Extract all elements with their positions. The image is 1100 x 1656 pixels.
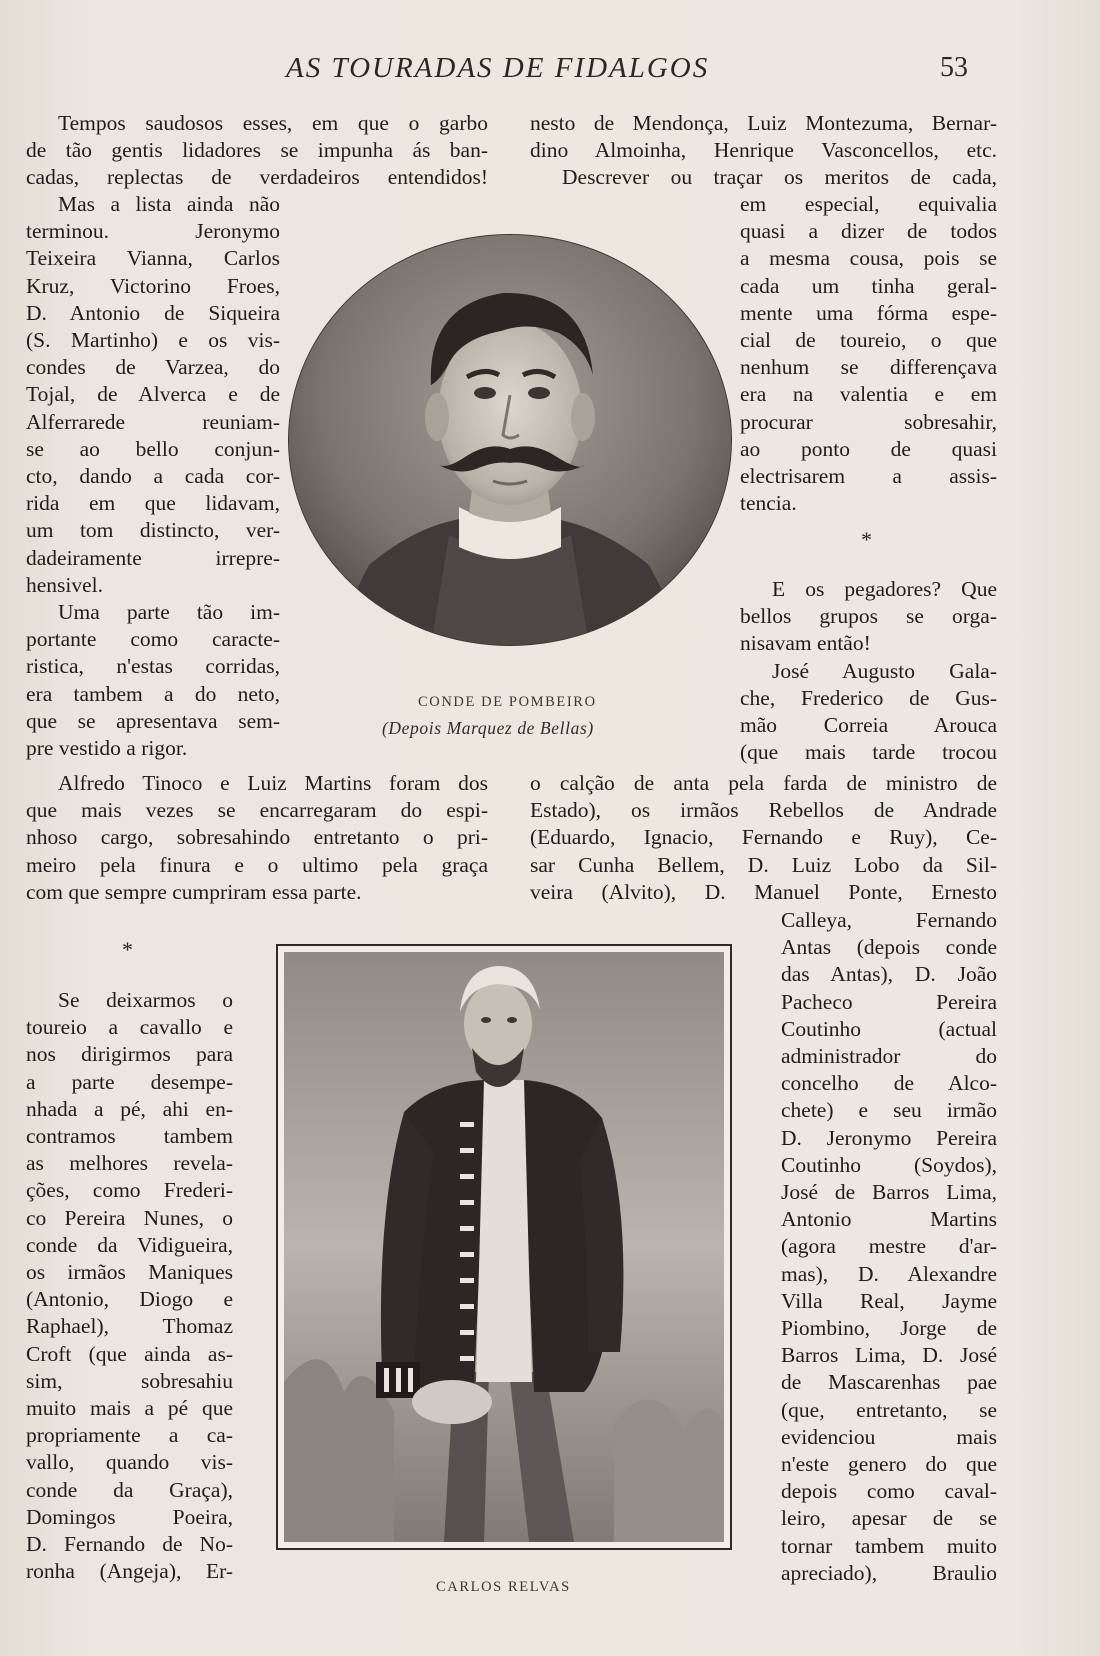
text-line: Antonio Martins [781, 1207, 997, 1232]
text-line: toureio a cavallo e [26, 1015, 233, 1040]
text-line: nos dirigirmos para [26, 1042, 233, 1067]
text-line: administrador do [781, 1044, 997, 1069]
text-line: Estado), os irmãos Rebellos de Andrade [530, 798, 997, 823]
text-line: o calção de anta pela farda de ministro de [530, 771, 997, 795]
text-line: n'este genero do que [781, 1452, 997, 1477]
text-line: Mas a lista ainda não [58, 192, 280, 216]
text-line: Coutinho (Soydos), [781, 1152, 997, 1177]
text-line: nhoso cargo, sobresahindo entretanto o pri- [26, 825, 488, 850]
text-line: um tom distincto, ver- [26, 518, 280, 543]
text-line: procurar sobresahir, [740, 409, 997, 434]
paragraph-right-narrow-2 [740, 576, 997, 766]
text-line: terminou. Jeronymo [26, 219, 280, 244]
text-line: que se apresentava sem- [26, 708, 280, 733]
paragraph-right-top [530, 110, 997, 192]
text-line: meiro pela finura e o ultimo pela graça [26, 852, 488, 877]
paragraph-right-bottom [781, 907, 997, 1587]
text-line: Piombino, Jorge de [781, 1316, 997, 1341]
text-line: leiro, apesar de se [781, 1506, 997, 1531]
text-line: nesto de Mendonça, Luiz Montezuma, Bernar- [530, 111, 997, 135]
text-line: Villa Real, Jayme [781, 1288, 997, 1313]
section-separator-right: * [861, 527, 872, 552]
text-line: a mesma cousa, pois se [740, 246, 997, 271]
text-line: em especial, equivalia [740, 192, 997, 216]
text-line: ristica, n'estas corridas, [26, 654, 280, 679]
text-line: nenhum se differençava [740, 355, 997, 380]
text-line: (Eduardo, Ignacio, Fernando e Ruy), Ce- [530, 825, 997, 850]
text-line: nhada a pé, ahi en- [26, 1096, 233, 1121]
text-line: condes de Varzea, do [26, 355, 280, 380]
text-line: que mais vezes se encarregaram do espi- [26, 798, 488, 823]
portrait-conde-de-pombeiro [288, 234, 732, 646]
text-line: ao ponto de quasi [740, 436, 997, 461]
text-line: Pacheco Pereira [781, 989, 997, 1014]
paragraph-right-mid [530, 770, 997, 906]
text-line: veira (Alvito), D. Manuel Ponte, Ernesto [530, 879, 997, 904]
text-line: mão Correia Arouca [740, 713, 997, 738]
text-line: che, Frederico de Gus- [740, 685, 997, 710]
photo-carlos-relvas-image [284, 952, 724, 1542]
text-line: D. Jeronymo Pereira [781, 1125, 997, 1150]
text-line: dino Almoinha, Henrique Vasconcellos, etc. [530, 138, 997, 163]
text-line: Alferrarede reuniam- [26, 409, 280, 434]
text-line: tornar tambem muito [781, 1533, 997, 1558]
text-line: ções, como Frederi- [26, 1178, 233, 1203]
text-line: cial de toureio, o que [740, 328, 997, 353]
text-line: Alfredo Tinoco e Luiz Martins foram dos [58, 771, 488, 795]
text-line: D. Fernando de No- [26, 1532, 233, 1557]
page-number: 53 [940, 52, 968, 83]
text-line: vallo, quando vis- [26, 1450, 233, 1475]
paragraph-left-bottom [26, 987, 233, 1585]
text-line: tencia. [740, 491, 797, 516]
portrait-caption-subtitle: (Depois Marquez de Bellas) [382, 718, 594, 738]
text-line: bellos grupos se orga- [740, 604, 997, 629]
text-line: (que, entretanto, se [781, 1397, 997, 1422]
text-line: mas), D. Alexandre [781, 1261, 997, 1286]
text-line: Barros Lima, D. José [781, 1343, 997, 1368]
text-line: Coutinho (actual [781, 1016, 997, 1041]
text-line: José Augusto Gala- [772, 658, 997, 683]
text-line: conde da Graça), [26, 1477, 233, 1502]
text-line: sim, sobresahiu [26, 1368, 233, 1393]
text-line: cada um tinha geral- [740, 273, 997, 298]
text-line: Descrever ou traçar os meritos de cada, [562, 165, 997, 190]
text-line: se ao bello conjun- [26, 436, 280, 461]
text-line: sar Cunha Bellem, D. Luiz Lobo da Sil- [530, 852, 997, 877]
text-line: portante como caracte- [26, 627, 280, 652]
text-line: a parte desempe- [26, 1069, 233, 1094]
text-line: E os pegadores? Que [772, 577, 997, 601]
photo-caption-name: CARLOS RELVAS [436, 1579, 571, 1595]
text-line: apreciado), Braulio [781, 1560, 997, 1585]
text-line: pre vestido a rigor. [26, 736, 188, 761]
text-line: de tão gentis lidadores se impunha ás ban- [26, 138, 488, 163]
text-line: cadas, replectas de verdadeiros entendidos! [26, 165, 488, 190]
text-line: as melhores revela- [26, 1151, 233, 1176]
text-line: mente uma fórma espe- [740, 300, 997, 325]
paragraph-left-top [26, 110, 488, 192]
text-line: Se deixarmos o [58, 988, 233, 1012]
running-header-title: AS TOURADAS DE FIDALGOS [286, 52, 710, 84]
text-line: contramos tambem [26, 1124, 233, 1149]
text-line: os irmãos Maniques [26, 1260, 233, 1285]
portrait-illustration [289, 235, 731, 645]
text-line: (S. Martinho) e os vis- [26, 328, 280, 353]
text-line: hensivel. [26, 572, 104, 597]
text-line: Uma parte tão im- [58, 600, 280, 625]
paragraph-right-narrow [740, 191, 997, 517]
text-line: D. Antonio de Siqueira [26, 300, 280, 325]
text-line: propriamente a ca- [26, 1423, 233, 1448]
text-line: Calleya, Fernando [781, 908, 997, 932]
text-line: dadeiramente irrepre- [26, 545, 280, 570]
text-line: Croft (que ainda as- [26, 1341, 233, 1366]
text-line: era na valentia e em [740, 382, 997, 407]
text-line: conde da Vidigueira, [26, 1232, 233, 1257]
section-separator-left: * [122, 937, 133, 962]
text-line: quasi a dizer de todos [740, 219, 997, 244]
paragraph-left-narrow [26, 191, 280, 762]
text-line: (que mais tarde trocou [740, 740, 997, 765]
text-line: Teixeira Vianna, Carlos [26, 246, 280, 271]
text-line: (agora mestre d'ar- [781, 1234, 997, 1259]
text-line: Tojal, de Alverca e de [26, 382, 280, 407]
text-line: co Pereira Nunes, o [26, 1205, 233, 1230]
text-line: evidenciou mais [781, 1424, 997, 1449]
text-line: chete) e seu irmão [781, 1098, 997, 1123]
portrait-caption-name: CONDE DE POMBEIRO [418, 694, 597, 710]
text-line: com que sempre cumpriram essa parte. [26, 879, 362, 904]
text-line: era tambem a do neto, [26, 681, 280, 706]
text-line: Kruz, Victorino Froes, [26, 273, 280, 298]
text-line: cto, dando a cada cor- [26, 464, 280, 489]
text-line: rida em que lidavam, [26, 491, 280, 516]
text-line: muito mais a pé que [26, 1396, 233, 1421]
text-line: de Mascarenhas pae [781, 1370, 997, 1395]
text-line: depois como caval- [781, 1479, 997, 1504]
paragraph-left-mid [26, 770, 488, 906]
text-line: nisavam então! [740, 631, 871, 656]
text-line: das Antas), D. João [781, 962, 997, 987]
photo-carlos-relvas [276, 944, 732, 1550]
standing-figure-illustration [284, 952, 724, 1542]
text-line: Antas (depois conde [781, 935, 997, 960]
text-line: (Antonio, Diogo e [26, 1287, 233, 1312]
text-line: José de Barros Lima, [781, 1180, 997, 1205]
text-line: ronha (Angeja), Er- [26, 1559, 233, 1584]
text-line: concelho de Alco- [781, 1071, 997, 1096]
text-line: Raphael), Thomaz [26, 1314, 233, 1339]
text-line: electrisarem a assis- [740, 464, 997, 489]
text-line: Tempos saudosos esses, em que o garbo [58, 111, 488, 135]
text-line: Domingos Poeira, [26, 1504, 233, 1529]
